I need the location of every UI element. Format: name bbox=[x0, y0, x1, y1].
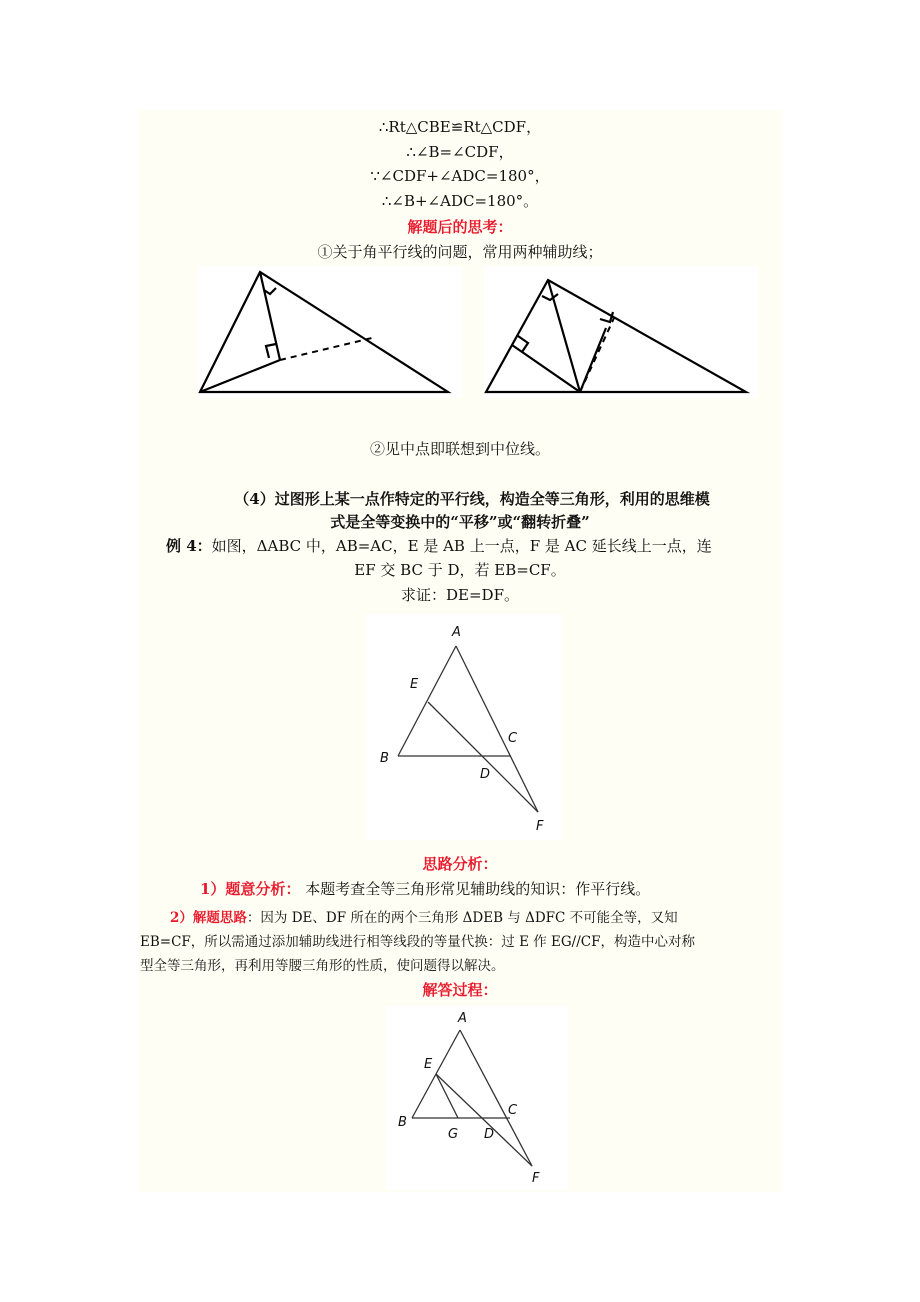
analysis-point-2-line-1 bbox=[170, 906, 678, 926]
label-E: E bbox=[424, 1057, 433, 1072]
analysis-p2-text-2: EB=CF，所以需通过添加辅助线进行相等线段的等量代换：过 E 作 EG//CF，构造中心对称 bbox=[140, 934, 695, 950]
reflection-point-2: ②见中点即联想到中位线。 bbox=[369, 440, 550, 458]
method4-line-1: （4）过图形上某一点作特定的平行线，构造全等三角形，利用的思维模 bbox=[234, 490, 710, 508]
label-A: A bbox=[452, 625, 461, 640]
proof-line-4: ∴∠B+∠ADC=180°。 bbox=[381, 192, 539, 210]
analysis-p2-text-1: ：因为 DE、DF 所在的两个三角形 ΔDEB 与 ΔDFC 不可能全等，又知 bbox=[246, 910, 678, 926]
label-C: C bbox=[508, 1103, 518, 1118]
analysis-point-1 bbox=[200, 878, 650, 899]
label-F: F bbox=[536, 819, 544, 834]
solution-title: 解答过程： bbox=[422, 981, 498, 999]
example4-text-2: EF 交 BC 于 D，若 EB=CF。 bbox=[354, 561, 566, 579]
proof-line-1: ∴Rt△CBE≌Rt△CDF， bbox=[378, 118, 542, 136]
bisector-figure-2 bbox=[484, 266, 758, 398]
reflection-point-1: ①关于角平行线的问题，常用两种辅助线； bbox=[317, 243, 603, 261]
triangle-figure-2 bbox=[386, 1006, 568, 1190]
document-page bbox=[138, 110, 782, 1192]
label-B: B bbox=[380, 751, 389, 766]
label-D: D bbox=[480, 767, 491, 782]
label-D: D bbox=[484, 1127, 495, 1142]
proof-line-2: ∴∠B=∠CDF， bbox=[406, 143, 514, 161]
method4-line-2: 式是全等变换中的“平移”或“翻转折叠” bbox=[330, 513, 590, 531]
analysis-p2-label: 2）解题思路 bbox=[170, 910, 247, 926]
label-F: F bbox=[532, 1171, 540, 1186]
reflection-title: 解题后的思考： bbox=[407, 218, 513, 236]
example4-line-1 bbox=[166, 535, 712, 556]
analysis-p1-text: 本题考查全等三角形常见辅助线的知识：作平行线。 bbox=[305, 880, 651, 898]
bisector-figure-1 bbox=[198, 266, 462, 398]
triangle-figure-1 bbox=[366, 614, 562, 840]
analysis-p2-text-3: 型全等三角形，再利用等腰三角形的性质，使问题得以解决。 bbox=[140, 958, 505, 974]
label-E: E bbox=[410, 677, 419, 692]
label-A: A bbox=[458, 1011, 467, 1026]
analysis-p1-label: 1）题意分析： bbox=[200, 880, 301, 898]
label-C: C bbox=[508, 731, 518, 746]
analysis-title: 思路分析： bbox=[422, 855, 498, 873]
example4-prove: 求证：DE=DF。 bbox=[401, 586, 519, 604]
label-G: G bbox=[448, 1127, 459, 1142]
label-B: B bbox=[398, 1115, 407, 1130]
proof-line-3: ∵∠CDF+∠ADC=180°， bbox=[370, 167, 550, 185]
example4-label: 例 4： bbox=[166, 537, 212, 555]
example4-text-1: 如图，ΔABC 中，AB=AC，E 是 AB 上一点，F 是 AC 延长线上一点，连 bbox=[211, 537, 712, 555]
